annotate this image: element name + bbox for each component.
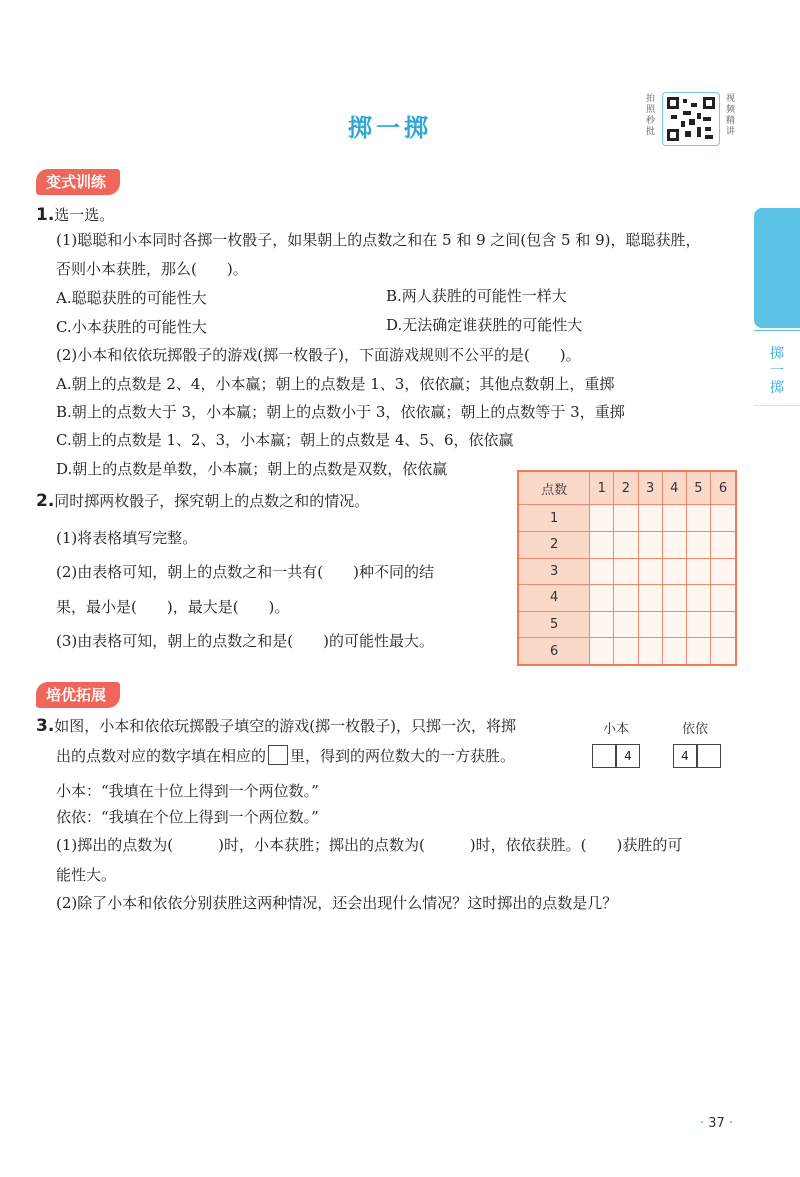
- side-divider: [754, 330, 800, 331]
- page-title: 掷一掷: [348, 114, 432, 142]
- table-row-header: 3: [518, 558, 590, 585]
- table-cell[interactable]: [614, 638, 638, 665]
- table-col-header: 5: [686, 471, 710, 505]
- table-cell[interactable]: [711, 505, 736, 532]
- table-cell[interactable]: [614, 532, 638, 559]
- table-cell[interactable]: [614, 585, 638, 612]
- table-col-header: 1: [590, 471, 614, 505]
- question-3-line1: [36, 715, 516, 737]
- section-badge-extension: 培优拓展: [36, 682, 120, 708]
- table-cell[interactable]: [711, 585, 736, 612]
- q3-line2-before: 出的点数对应的数字填在相应的: [56, 747, 267, 765]
- q1-part1-line2: 否则小本获胜，那么( )。: [56, 260, 248, 278]
- table-cell[interactable]: [638, 532, 662, 559]
- table-cell[interactable]: [614, 505, 638, 532]
- table-row-header: 6: [518, 638, 590, 665]
- page-number: [700, 1116, 733, 1131]
- table-cell[interactable]: [662, 505, 686, 532]
- table-cell[interactable]: [686, 532, 710, 559]
- side-tab-label: 掷一掷: [770, 346, 784, 396]
- table-corner-cell: 点数: [518, 471, 590, 505]
- yiyi-tens-box: 4: [673, 744, 697, 768]
- table-cell[interactable]: [686, 611, 710, 638]
- question-2-title: 同时掷两枚骰子，探究朝上的点数之和的情况。: [54, 492, 370, 510]
- q3-quote-xiaoben: 小本：“我填在十位上得到一个两位数。”: [56, 782, 319, 800]
- q1-part1-option-a: A.聪聪获胜的可能性大: [56, 289, 207, 307]
- table-cell[interactable]: [590, 585, 614, 612]
- question-3-number: 3.: [36, 716, 55, 736]
- table-row: [518, 505, 736, 532]
- question-1-number: 1.: [36, 205, 55, 225]
- page-dot-left: ·: [700, 1116, 705, 1131]
- table-cell[interactable]: [638, 505, 662, 532]
- table-row: [518, 611, 736, 638]
- q3-line2-after: 里，得到的两位数大的一方获胜。: [290, 747, 516, 765]
- q1-part2-option-d: D.朝上的点数是单数，小本赢；朝上的点数是双数，依依赢: [56, 460, 448, 478]
- table-cell[interactable]: [686, 638, 710, 665]
- qr-right-text: 视频精讲: [726, 94, 736, 137]
- table-cell[interactable]: [711, 532, 736, 559]
- q2-part1: (1)将表格填写完整。: [56, 529, 198, 547]
- table-cell[interactable]: [711, 611, 736, 638]
- q3-part1-line1: (1)掷出的点数为( )时，小本获胜；掷出的点数为( )时，依依获胜。( )获胜的可: [56, 836, 683, 854]
- q1-part2-option-b: B.朝上的点数大于 3，小本赢；朝上的点数小于 3，依依赢；朝上的点数等于 3，重掷: [56, 403, 625, 421]
- table-col-header: 6: [711, 471, 736, 505]
- table-row: [518, 585, 736, 612]
- table-cell[interactable]: [590, 532, 614, 559]
- question-2-header: [36, 490, 369, 512]
- q1-part2-option-a: A.朝上的点数是 2、4，小本赢；朝上的点数是 1、3，依依赢；其他点数朝上，重掷: [56, 375, 615, 393]
- blank-box: [268, 745, 288, 765]
- table-cell[interactable]: [662, 558, 686, 585]
- table-cell[interactable]: [590, 638, 614, 665]
- q3-part2: (2)除了小本和依依分别获胜这两种情况，还会出现什么情况？这时掷出的点数是几？: [56, 894, 618, 912]
- qr-code-icon: [667, 97, 715, 141]
- table-cell[interactable]: [662, 611, 686, 638]
- yiyi-label: 依依: [682, 722, 709, 737]
- q3-quote-yiyi: 依依：“我填在个位上得到一个两位数。”: [56, 808, 319, 826]
- table-col-header: 3: [638, 471, 662, 505]
- table-cell[interactable]: [590, 505, 614, 532]
- table-row-header: 5: [518, 611, 590, 638]
- q2-part3: (3)由表格可知，朝上的点数之和是( )的可能性最大。: [56, 632, 434, 650]
- xiaoben-label: 小本: [603, 722, 630, 737]
- yiyi-ones-box[interactable]: [697, 744, 721, 768]
- table-cell[interactable]: [590, 558, 614, 585]
- side-tab: [754, 208, 800, 328]
- table-row: [518, 558, 736, 585]
- page-number-value: 37: [708, 1116, 725, 1131]
- q2-part2-line1: (2)由表格可知，朝上的点数之和一共有( )种不同的结: [56, 563, 434, 581]
- q2-part2-line2: 果，最小是( )，最大是( )。: [56, 598, 290, 616]
- table-row: [518, 638, 736, 665]
- question-3-line2: [56, 745, 515, 767]
- xiaoben-tens-box[interactable]: [592, 744, 616, 768]
- qr-code[interactable]: [662, 92, 720, 146]
- table-cell[interactable]: [711, 558, 736, 585]
- section-badge-training: 变式训练: [36, 169, 120, 195]
- table-row-header: 2: [518, 532, 590, 559]
- table-cell[interactable]: [590, 611, 614, 638]
- table-row-header: 4: [518, 585, 590, 612]
- table-row: [518, 532, 736, 559]
- question-3-text: 如图，小本和依依玩掷骰子填空的游戏(掷一枚骰子)，只掷一次，将掷: [54, 717, 517, 735]
- table-cell[interactable]: [686, 558, 710, 585]
- table-cell[interactable]: [662, 585, 686, 612]
- table-cell[interactable]: [638, 611, 662, 638]
- page-dot-right: ·: [728, 1116, 734, 1131]
- table-cell[interactable]: [614, 611, 638, 638]
- table-cell[interactable]: [711, 638, 736, 665]
- table-cell[interactable]: [686, 585, 710, 612]
- dice-sum-table: [517, 470, 737, 666]
- q1-part1-option-c: C.小本获胜的可能性大: [56, 318, 207, 336]
- table-col-header: 2: [614, 471, 638, 505]
- q1-part1-line1: (1)聪聪和小本同时各掷一枚骰子，如果朝上的点数之和在 5 和 9 之间(包含 5 和 9)，聪聪获胜，: [56, 231, 701, 249]
- q1-part2-line: (2)小本和依依玩掷骰子的游戏(掷一枚骰子)，下面游戏规则不公平的是( )。: [56, 346, 581, 364]
- table-cell[interactable]: [638, 638, 662, 665]
- xiaoben-ones-box: 4: [616, 744, 640, 768]
- table-row-header: 1: [518, 505, 590, 532]
- side-divider-2: [754, 405, 800, 406]
- qr-code-block[interactable]: [646, 92, 746, 148]
- table-cell[interactable]: [662, 638, 686, 665]
- table-cell[interactable]: [638, 585, 662, 612]
- table-header-row: [518, 471, 736, 505]
- qr-left-text: 拍照秒批: [646, 94, 656, 137]
- q3-part1-line2: 能性大。: [56, 866, 117, 884]
- table-cell[interactable]: [686, 505, 710, 532]
- question-1-header: [36, 204, 114, 226]
- q1-part1-option-d: D.无法确定谁获胜的可能性大: [386, 316, 583, 334]
- question-1-title: 选一选。: [54, 206, 115, 224]
- table-cell[interactable]: [638, 558, 662, 585]
- table-cell[interactable]: [662, 532, 686, 559]
- table-cell[interactable]: [614, 558, 638, 585]
- question-2-number: 2.: [36, 491, 55, 511]
- table-col-header: 4: [662, 471, 686, 505]
- q1-part1-option-b: B.两人获胜的可能性一样大: [386, 287, 567, 305]
- q1-part2-option-c: C.朝上的点数是 1、2、3，小本赢；朝上的点数是 4、5、6，依依赢: [56, 431, 514, 449]
